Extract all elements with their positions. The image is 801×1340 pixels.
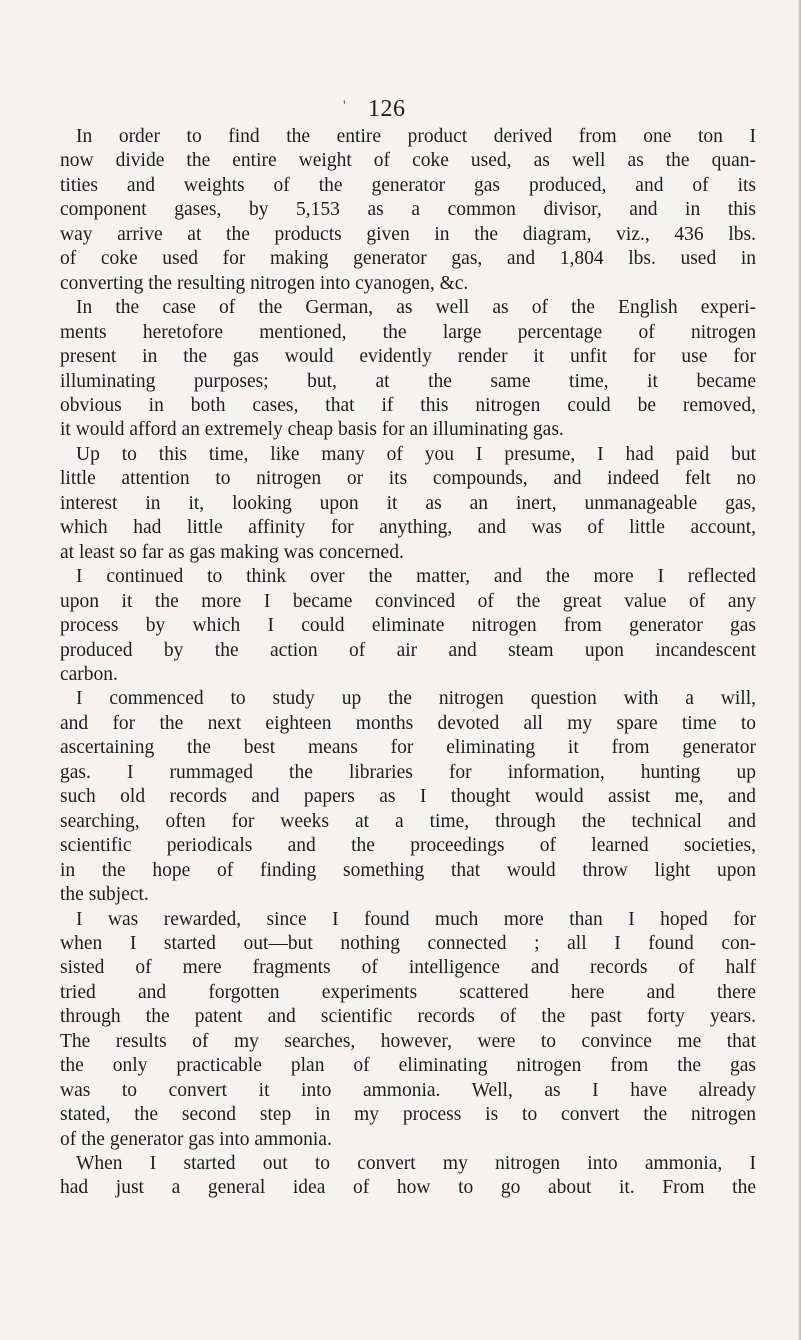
text-line: in the hope of finding something that would throw light upon: [60, 859, 756, 881]
text-line: I continued to think over the matter, and the more I reflected: [76, 566, 756, 588]
text-line: was to convert it into ammonia. Well, as I have already: [60, 1079, 756, 1101]
body-text: [60, 125, 756, 1201]
text-line: stated, the second step in my process is to convert the nitrogen: [60, 1104, 756, 1126]
text-line: of the generator gas into ammonia.: [60, 1128, 332, 1150]
text-line: converting the resulting nitrogen into cyanogen, &c.: [60, 272, 469, 294]
text-line: now divide the entire weight of coke used, as well as the quan-: [60, 150, 756, 172]
text-line: In order to find the entire product derived from one ton I: [76, 126, 756, 147]
text-line: little attention to nitrogen or its compounds, and indeed felt no: [60, 468, 756, 490]
text-line: obvious in both cases, that if this nitrogen could be removed,: [60, 394, 756, 416]
text-line: when I started out—but nothing connected ; all I found con-: [60, 932, 756, 954]
text-line: such old records and papers as I thought would assist me, and: [60, 786, 756, 808]
text-line: present in the gas would evidently render it unfit for use for: [60, 346, 756, 368]
text-line: I was rewarded, since I found much more than I hoped for: [76, 908, 756, 930]
text-line: gas. I rummaged the libraries for information, hunting up: [60, 761, 756, 783]
text-line: The results of my searches, however, were to convince me that: [60, 1030, 756, 1052]
text-line: it would afford an extremely cheap basis for an illuminating gas.: [60, 419, 564, 441]
text-line: searching, often for weeks at a time, through the technical and: [60, 810, 756, 832]
text-line: illuminating purposes; but, at the same time, it became: [60, 370, 756, 392]
text-line: at least so far as gas making was concerned.: [60, 541, 404, 563]
text-line: the only practicable plan of eliminating nitrogen from the gas: [60, 1055, 756, 1077]
text-line: scientific periodicals and the proceedings of learned societies,: [60, 835, 756, 857]
text-line: process by which I could eliminate nitrogen from generator gas: [60, 615, 756, 637]
text-line: upon it the more I became convinced of the great value of any: [60, 590, 756, 612]
text-line: ascertaining the best means for eliminating it from generator: [60, 737, 756, 759]
text-line: Up to this time, like many of you I presume, I had paid but: [76, 443, 756, 465]
margin-mark: ': [343, 98, 346, 114]
text-line: sisted of mere fragments of intelligence and records of half: [60, 957, 756, 979]
text-line: When I started out to convert my nitrogen into ammonia, I: [76, 1153, 756, 1175]
page-number: 126: [368, 96, 406, 122]
text-line: way arrive at the products given in the diagram, viz., 436 lbs.: [60, 223, 756, 245]
text-line: tried and forgotten experiments scattered here and there: [60, 981, 756, 1003]
text-line: and for the next eighteen months devoted all my spare time to: [60, 712, 756, 734]
text-line: through the patent and scientific records of the past forty years.: [60, 1006, 756, 1028]
text-line: interest in it, looking upon it as an inert, unmanageable gas,: [60, 492, 756, 514]
text-line: ments heretofore mentioned, the large percentage of nitrogen: [60, 321, 756, 343]
text-line: tities and weights of the generator gas produced, and of its: [60, 174, 756, 196]
text-line: the subject.: [60, 884, 149, 906]
text-line: component gases, by 5,153 as a common divisor, and in this: [60, 199, 756, 221]
text-line: produced by the action of air and steam upon incandescent: [60, 639, 756, 661]
text-line: I commenced to study up the nitrogen question with a will,: [76, 688, 756, 710]
text-line: In the case of the German, as well as of the English experi-: [76, 297, 756, 319]
text-line: of coke used for making generator gas, and 1,804 lbs. used in: [60, 248, 756, 270]
text-line: had just a general idea of how to go about it. From the: [60, 1177, 756, 1199]
text-line: carbon.: [60, 663, 118, 685]
text-line: which had little affinity for anything, and was of little account,: [60, 517, 756, 539]
